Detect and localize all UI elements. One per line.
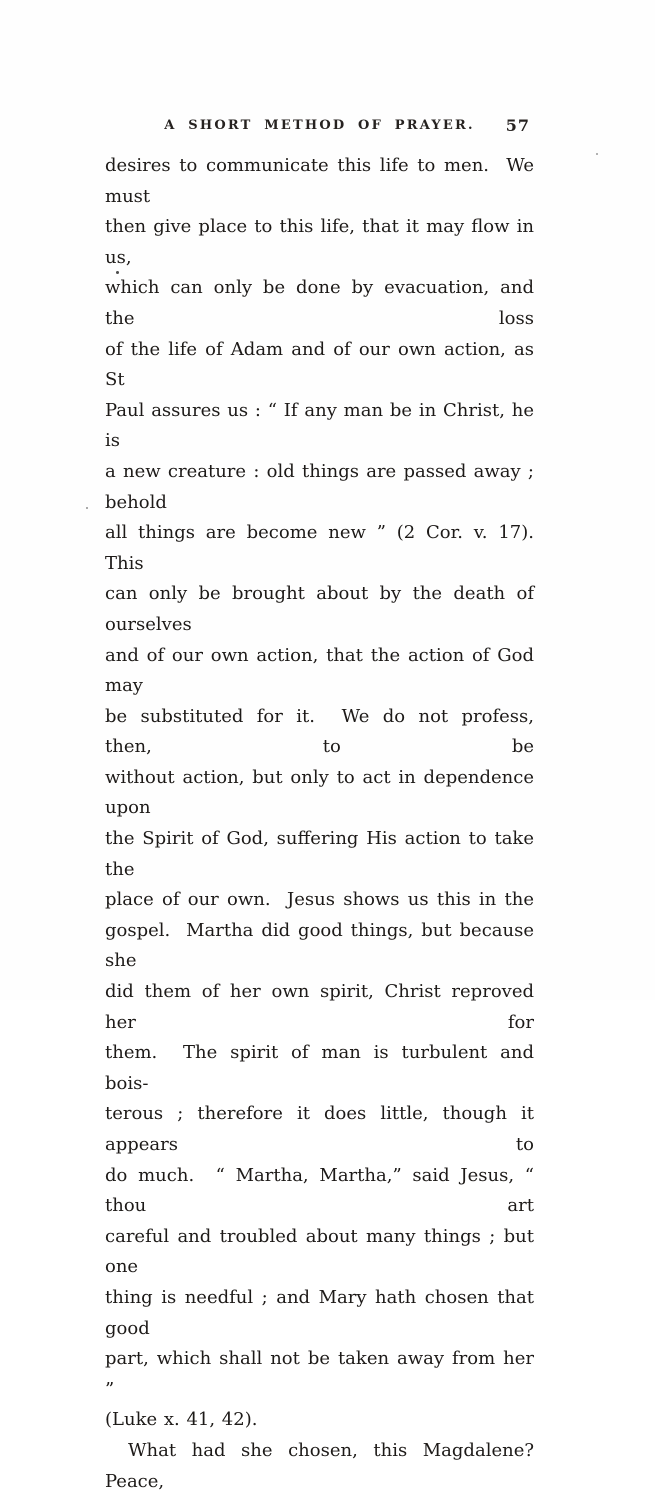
text-line: all things are become new ” (2 Cor. v. 17). This — [105, 522, 548, 574]
running-head — [105, 118, 534, 138]
text-line: Paul assures us : “ If any man be in Christ, he is — [105, 399, 541, 452]
text-line: terous ; therefore it does little, though it appears to — [105, 1103, 541, 1155]
scan-speck — [86, 507, 88, 509]
text-line: careful and troubled about many things ; but one — [105, 1225, 541, 1278]
text-line: them. The spirit of man is turbulent and bois- — [105, 1042, 541, 1094]
text-line: thing is needful ; and Mary hath chosen that good — [105, 1286, 541, 1339]
text-line: did them of her own spirit, Christ reproved her for — [105, 981, 541, 1033]
running-title: A SHORT METHOD OF PRAYER. — [164, 118, 475, 133]
text-line: can only be brought about by the death of ourselves — [105, 583, 541, 635]
page-number: 57 — [505, 116, 530, 135]
text-line: a new creature : old things are passed away ; behold — [105, 460, 541, 513]
text-line: then give place to this life, that it may flow in us, — [105, 216, 541, 268]
text-line: without action, but only to act in dependence upon — [105, 766, 541, 819]
text-line: of the life of Adam and of our own action, as St — [105, 338, 541, 391]
text-line: the Spirit of God, suffering His action to take the — [105, 828, 541, 880]
text-line: What had she chosen, this Magdalene? Peace, — [105, 1439, 548, 1492]
scan-speck — [116, 271, 119, 274]
body-text — [105, 151, 548, 1497]
text-line: desires to communicate this life to men. We must — [105, 155, 541, 207]
text-line: which can only be done by evacuation, and the loss — [105, 277, 541, 329]
text-line: part, which shall not be taken away from her ” — [105, 1348, 541, 1400]
text-line: place of our own. Jesus shows us this in the — [105, 889, 534, 911]
text-line: (Luke x. 41, 42). — [105, 1409, 258, 1431]
text-line: and of our own action, that the action of God may — [105, 644, 541, 697]
scan-speck — [596, 153, 598, 155]
text-line: be substituted for it. We do not profess, then, to be — [105, 705, 541, 758]
text-line: gospel. Martha did good things, but because she — [105, 919, 541, 972]
text-line: do much. “ Martha, Martha,” said Jesus, “ thou art — [105, 1164, 541, 1217]
